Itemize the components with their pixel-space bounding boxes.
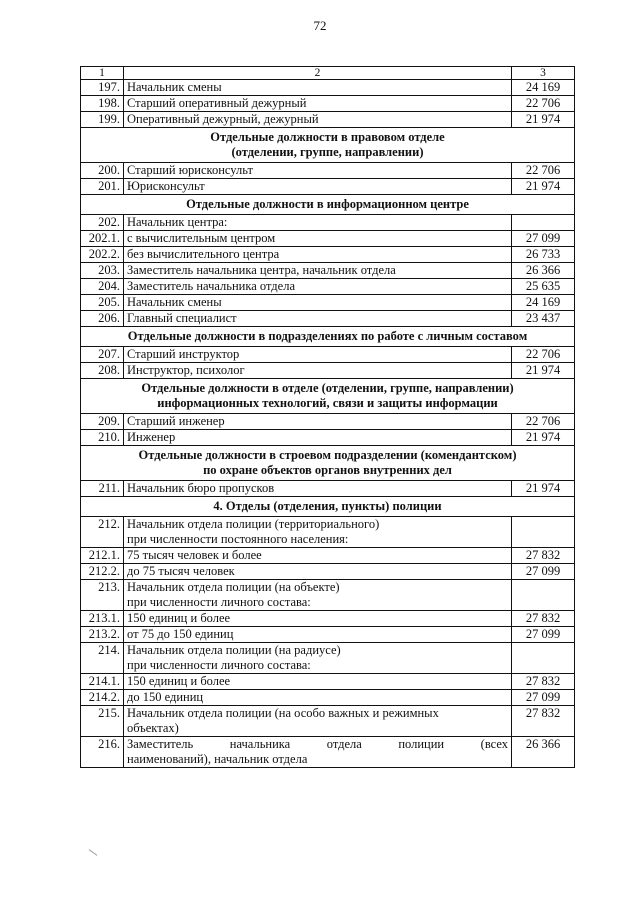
position-title <box>124 247 512 263</box>
table-row <box>81 690 575 706</box>
position-title-line: 150 единиц и более <box>127 674 231 688</box>
section-heading-line: по охране объектов органов внутренних дел <box>203 463 452 477</box>
table-row <box>81 96 575 112</box>
row-number: 214.2. <box>81 690 124 706</box>
position-title <box>124 295 512 311</box>
section-heading-row <box>81 446 575 481</box>
row-number: 204. <box>81 279 124 295</box>
row-number: 200. <box>81 163 124 179</box>
position-title-line: Начальник отдела полиции (территориального) <box>127 517 380 531</box>
salary-value: 22 706 <box>512 414 575 430</box>
table-row <box>81 737 575 768</box>
row-number: 211. <box>81 481 124 497</box>
position-title-line: Заместитель начальника центра, начальник отдела <box>127 263 396 277</box>
row-number: 210. <box>81 430 124 446</box>
row-number: 215. <box>81 706 124 737</box>
table-row <box>81 611 575 627</box>
position-title-line: наименований), начальник отдела <box>127 752 308 766</box>
salary-value: 21 974 <box>512 430 575 446</box>
position-title-line: до 150 единиц <box>127 690 204 704</box>
position-title <box>124 690 512 706</box>
salary-value: 27 099 <box>512 231 575 247</box>
position-title-line: Заместитель начальника отдела полиции (всех <box>127 737 508 751</box>
position-title-line: Начальник центра: <box>127 215 228 229</box>
table-body <box>81 67 575 768</box>
position-title <box>124 96 512 112</box>
row-number: 213.1. <box>81 611 124 627</box>
position-title-line: 150 единиц и более <box>127 611 231 625</box>
section-heading-line: 4. Отделы (отделения, пункты) полиции <box>213 499 442 513</box>
section-heading-line: Отдельные должности в отделе (отделении, группе, направлении) <box>141 381 514 395</box>
position-title-line: от 75 до 150 единиц <box>127 627 234 641</box>
table-row <box>81 481 575 497</box>
position-title <box>124 564 512 580</box>
row-number: 208. <box>81 363 124 379</box>
position-title <box>124 548 512 564</box>
salary-value <box>512 580 575 611</box>
table-row <box>81 279 575 295</box>
row-number: 198. <box>81 96 124 112</box>
row-number: 213. <box>81 580 124 611</box>
row-number: 216. <box>81 737 124 768</box>
salary-value: 21 974 <box>512 363 575 379</box>
salary-value: 21 974 <box>512 481 575 497</box>
salary-value: 25 635 <box>512 279 575 295</box>
salary-value <box>512 517 575 548</box>
section-heading <box>81 195 575 215</box>
row-number: 212.1. <box>81 548 124 564</box>
position-title-line: Старший юрисконсульт <box>127 163 253 177</box>
row-number: 202. <box>81 215 124 231</box>
salary-value: 27 832 <box>512 674 575 690</box>
section-heading <box>81 379 575 414</box>
salary-value: 27 099 <box>512 627 575 643</box>
salary-value: 21 974 <box>512 112 575 128</box>
row-number: 209. <box>81 414 124 430</box>
section-heading-line: Отдельные должности в информационном центре <box>186 197 469 211</box>
position-title <box>124 179 512 195</box>
section-heading-row <box>81 379 575 414</box>
table-row <box>81 548 575 564</box>
row-number: 214.1. <box>81 674 124 690</box>
salary-value <box>512 215 575 231</box>
section-heading-line: (отделении, группе, направлении) <box>231 145 424 159</box>
table-row <box>81 311 575 327</box>
section-heading <box>81 128 575 163</box>
row-number: 202.1. <box>81 231 124 247</box>
salary-value: 22 706 <box>512 347 575 363</box>
table-row <box>81 263 575 279</box>
position-title <box>124 643 512 674</box>
position-title <box>124 311 512 327</box>
position-title <box>124 363 512 379</box>
position-title-line: Начальник отдела полиции (на радиусе) <box>127 643 341 657</box>
table-row <box>81 163 575 179</box>
position-title-line: Инженер <box>127 430 176 444</box>
section-heading-row <box>81 128 575 163</box>
position-title-line: Главный специалист <box>127 311 237 325</box>
table-row <box>81 215 575 231</box>
table-row <box>81 627 575 643</box>
row-number: 201. <box>81 179 124 195</box>
position-title <box>124 627 512 643</box>
position-title-line: Начальник отдела полиции (на объекте) <box>127 580 340 594</box>
section-heading <box>81 446 575 481</box>
salary-value: 27 832 <box>512 548 575 564</box>
position-title <box>124 580 512 611</box>
row-number: 203. <box>81 263 124 279</box>
salary-value: 23 437 <box>512 311 575 327</box>
table-row <box>81 580 575 611</box>
table-row <box>81 295 575 311</box>
position-title <box>124 674 512 690</box>
position-title-line: при численности личного состава: <box>127 658 311 672</box>
salary-value: 26 366 <box>512 263 575 279</box>
salary-value: 26 366 <box>512 737 575 768</box>
position-title <box>124 163 512 179</box>
section-heading <box>81 327 575 347</box>
position-title-line: Начальник отдела полиции (на особо важных и режимных <box>127 706 439 720</box>
position-title-line: при численности личного состава: <box>127 595 311 609</box>
section-heading-row <box>81 327 575 347</box>
header-col-1: 1 <box>81 67 124 80</box>
table-row <box>81 517 575 548</box>
position-title-line: Начальник смены <box>127 80 222 94</box>
salary-value: 27 832 <box>512 611 575 627</box>
position-title <box>124 430 512 446</box>
position-title <box>124 737 512 768</box>
row-number: 205. <box>81 295 124 311</box>
salary-value: 22 706 <box>512 163 575 179</box>
position-title-line: Старший оперативный дежурный <box>127 96 307 110</box>
position-title <box>124 611 512 627</box>
position-title-line: Оперативный дежурный, дежурный <box>127 112 319 126</box>
salary-value <box>512 643 575 674</box>
table-row <box>81 80 575 96</box>
table-row <box>81 363 575 379</box>
table-row <box>81 564 575 580</box>
position-title-line: Начальник бюро пропусков <box>127 481 275 495</box>
section-heading-line: Отдельные должности в правовом отделе <box>210 130 445 144</box>
row-number: 197. <box>81 80 124 96</box>
position-title-line: 75 тысяч человек и более <box>127 548 262 562</box>
salary-value: 24 169 <box>512 295 575 311</box>
header-col-2: 2 <box>124 67 512 80</box>
position-title-line: Юрисконсульт <box>127 179 205 193</box>
position-title-line: до 75 тысяч человек <box>127 564 235 578</box>
section-heading-line: Отдельные должности в строевом подразделении (комендантском) <box>138 448 517 462</box>
salary-value: 27 832 <box>512 706 575 737</box>
position-title-line: Заместитель начальника отдела <box>127 279 295 293</box>
section-heading-line: информационных технологий, связи и защиты информации <box>157 396 498 410</box>
position-title <box>124 347 512 363</box>
row-number: 207. <box>81 347 124 363</box>
salary-value: 27 099 <box>512 564 575 580</box>
salary-value: 24 169 <box>512 80 575 96</box>
position-title-line: Начальник смены <box>127 295 222 309</box>
position-title <box>124 80 512 96</box>
row-number: 206. <box>81 311 124 327</box>
row-number: 202.2. <box>81 247 124 263</box>
position-title-line: с вычислительным центром <box>127 231 276 245</box>
header-col-3: 3 <box>512 67 575 80</box>
row-number: 212. <box>81 517 124 548</box>
position-title <box>124 112 512 128</box>
table-row <box>81 414 575 430</box>
salary-value: 22 706 <box>512 96 575 112</box>
table-row <box>81 674 575 690</box>
position-title-line: Старший инструктор <box>127 347 240 361</box>
table-header-row <box>81 67 575 80</box>
position-title-line: без вычислительного центра <box>127 247 280 261</box>
table-row <box>81 231 575 247</box>
position-title <box>124 706 512 737</box>
salary-value: 26 733 <box>512 247 575 263</box>
position-title <box>124 263 512 279</box>
position-title <box>124 481 512 497</box>
table-row <box>81 706 575 737</box>
salary-table <box>80 66 575 768</box>
position-title-line: Инструктор, психолог <box>127 363 245 377</box>
pen-mark <box>89 849 98 856</box>
table-row <box>81 179 575 195</box>
page-number: 72 <box>313 18 327 33</box>
position-title <box>124 231 512 247</box>
row-number: 214. <box>81 643 124 674</box>
position-title <box>124 517 512 548</box>
salary-value: 27 099 <box>512 690 575 706</box>
position-title <box>124 414 512 430</box>
position-title <box>124 279 512 295</box>
section-heading-row <box>81 497 575 517</box>
salary-value: 21 974 <box>512 179 575 195</box>
position-title <box>124 215 512 231</box>
row-number: 199. <box>81 112 124 128</box>
table-row <box>81 643 575 674</box>
table-row <box>81 247 575 263</box>
position-title-line: объектах) <box>127 721 179 735</box>
row-number: 212.2. <box>81 564 124 580</box>
position-title-line: при численности постоянного населения: <box>127 532 349 546</box>
section-heading-line: Отдельные должности в подразделениях по работе с личным составом <box>127 329 528 343</box>
row-number: 213.2. <box>81 627 124 643</box>
table-row <box>81 112 575 128</box>
table-row <box>81 347 575 363</box>
table-row <box>81 430 575 446</box>
section-heading <box>81 497 575 517</box>
position-title-line: Старший инженер <box>127 414 225 428</box>
section-heading-row <box>81 195 575 215</box>
